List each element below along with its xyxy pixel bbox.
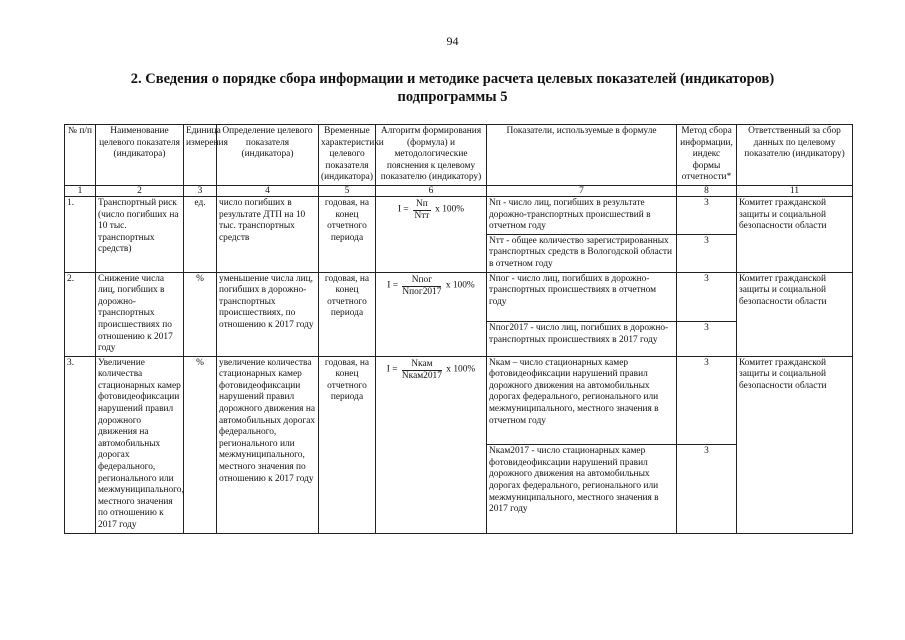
formula [376,356,487,533]
unit: % [184,272,217,356]
formula-numerator: Nп [413,199,431,211]
column-number: 2 [96,185,184,196]
title-line-2: подпрограммы 5 [397,89,508,105]
section-title [60,70,845,106]
formula-lhs: I = [397,204,409,215]
formula-denominator: Nпог2017 [402,286,442,297]
collection-method: 3 [677,322,737,356]
time-characteristics: годовая, на конец отчетного периода [319,196,376,272]
indicator-name: Транспортный риск (число погибших на 10 тыс. транспортных средств) [96,196,184,272]
row-number: 3. [65,356,96,533]
unit: % [184,356,217,533]
header-definition: Определение целевого показателя (индикатора) [217,125,319,186]
column-number: 11 [737,185,853,196]
formula-numerator: Nкам [402,359,442,371]
header-indicators: Показатели, используемые в формуле [487,125,677,186]
column-number: 6 [376,185,487,196]
table-row [65,196,853,234]
definition: увеличение количества стационарных камер фотовидеофиксации нарушений правил дорожного движения на автомобильных дорогах федерального, регионального или межмуниципального, местного значения по отношению к 2017 году [217,356,319,533]
formula-tail: x 100% [435,204,465,215]
formula-tail: x 100% [446,364,476,375]
column-number-row [65,185,853,196]
row-number: 1. [65,196,96,272]
header-responsible: Ответственный за сбор данных по целевому показателю (индикатору) [737,125,853,186]
formula [376,272,487,356]
formula-numerator: Nпог [402,275,441,287]
column-number: 8 [677,185,737,196]
unit: ед. [184,196,217,272]
column-number: 5 [319,185,376,196]
collection-method: 3 [677,445,737,533]
formula-fraction [402,359,442,382]
indicator-description: Nкам – число стационарных камер фотовидеофиксации нарушений правил дорожного движения на автомобильных дорогах федерального, регионального или межмуниципального, местного значения в отчетном году [487,356,677,444]
column-number: 4 [217,185,319,196]
column-number: 1 [65,185,96,196]
header-row [65,125,853,186]
header-method: Метод сбора информации, индекс формы отчетности* [677,125,737,186]
definition: уменьшение числа лиц, погибших в дорожно-транспортных происшествиях, по отношению к 2017 году [217,272,319,356]
formula [376,196,487,272]
formula-denominator: Nкам2017 [401,370,442,381]
header-num: № п/п [65,125,96,186]
column-number: 7 [487,185,677,196]
formula-lhs: I = [387,280,399,291]
time-characteristics: годовая, на конец отчетного периода [319,272,376,356]
header-time: Временные характеристики целевого показателя (индикатора) [319,125,376,186]
collection-method: 3 [677,196,737,234]
indicator-description: Nпог - число лиц, погибших в дорожно-транспортных происшествиях в отчетном году [487,272,677,322]
table-row [65,356,853,444]
table-row [65,272,853,322]
formula-denominator: Nтт [414,210,430,221]
column-number: 3 [184,185,217,196]
page-number: 94 [446,34,459,48]
indicators-table [64,124,853,534]
collection-method: 3 [677,234,737,272]
header-unit: Единица измерения [184,125,217,186]
indicator-description: Nпог2017 - число лиц, погибших в дорожно-транспортных происшествиях в 2017 году [487,322,677,356]
collection-method: 3 [677,356,737,444]
indicator-description: Nтт - общее количество зарегистрированных транспортных средств в Вологодской области в отчетном году [487,234,677,272]
title-line-1: 2. Сведения о порядке сбора информации и методике расчета целевых показателей (индикаторов) [130,71,775,87]
formula-tail: x 100% [445,280,475,291]
indicator-name: Снижение числа лиц, погибших в дорожно-транспортных происшествиях по отношению к 2017 году [96,272,184,356]
indicator-description: Nкам2017 - число стационарных камер фотовидеофиксации нарушений правил дорожного движения на автомобильных дорогах федерального, регионального или межмуниципального, местного значения в 2017 году [487,445,677,533]
row-number: 2. [65,272,96,356]
responsible: Комитет гражданской защиты и социальной безопасности области [737,196,853,272]
indicator-name: Увеличение количества стационарных камер фотовидеофиксации нарушений правил дорожного движения на автомобильных дорогах федерального, регионального или межмуниципального, местного значения по отношению к 2017 году [96,356,184,533]
time-characteristics: годовая, на конец отчетного периода [319,356,376,533]
indicator-description: Nп - число лиц, погибших в результате дорожно-транспортных происшествий в отчетном году [487,196,677,234]
responsible: Комитет гражданской защиты и социальной безопасности области [737,272,853,356]
header-algorithm: Алгоритм формирования (формула) и методологические пояснения к целевому показателю (индикатору) [376,125,487,186]
formula-lhs: I = [386,364,398,375]
formula-fraction [413,199,431,222]
definition: число погибших в результате ДТП на 10 тыс. транспортных средств [217,196,319,272]
collection-method: 3 [677,272,737,322]
header-name: Наименование целевого показателя (индикатора) [96,125,184,186]
responsible: Комитет гражданской защиты и социальной безопасности области [737,356,853,533]
formula-fraction [402,275,441,298]
